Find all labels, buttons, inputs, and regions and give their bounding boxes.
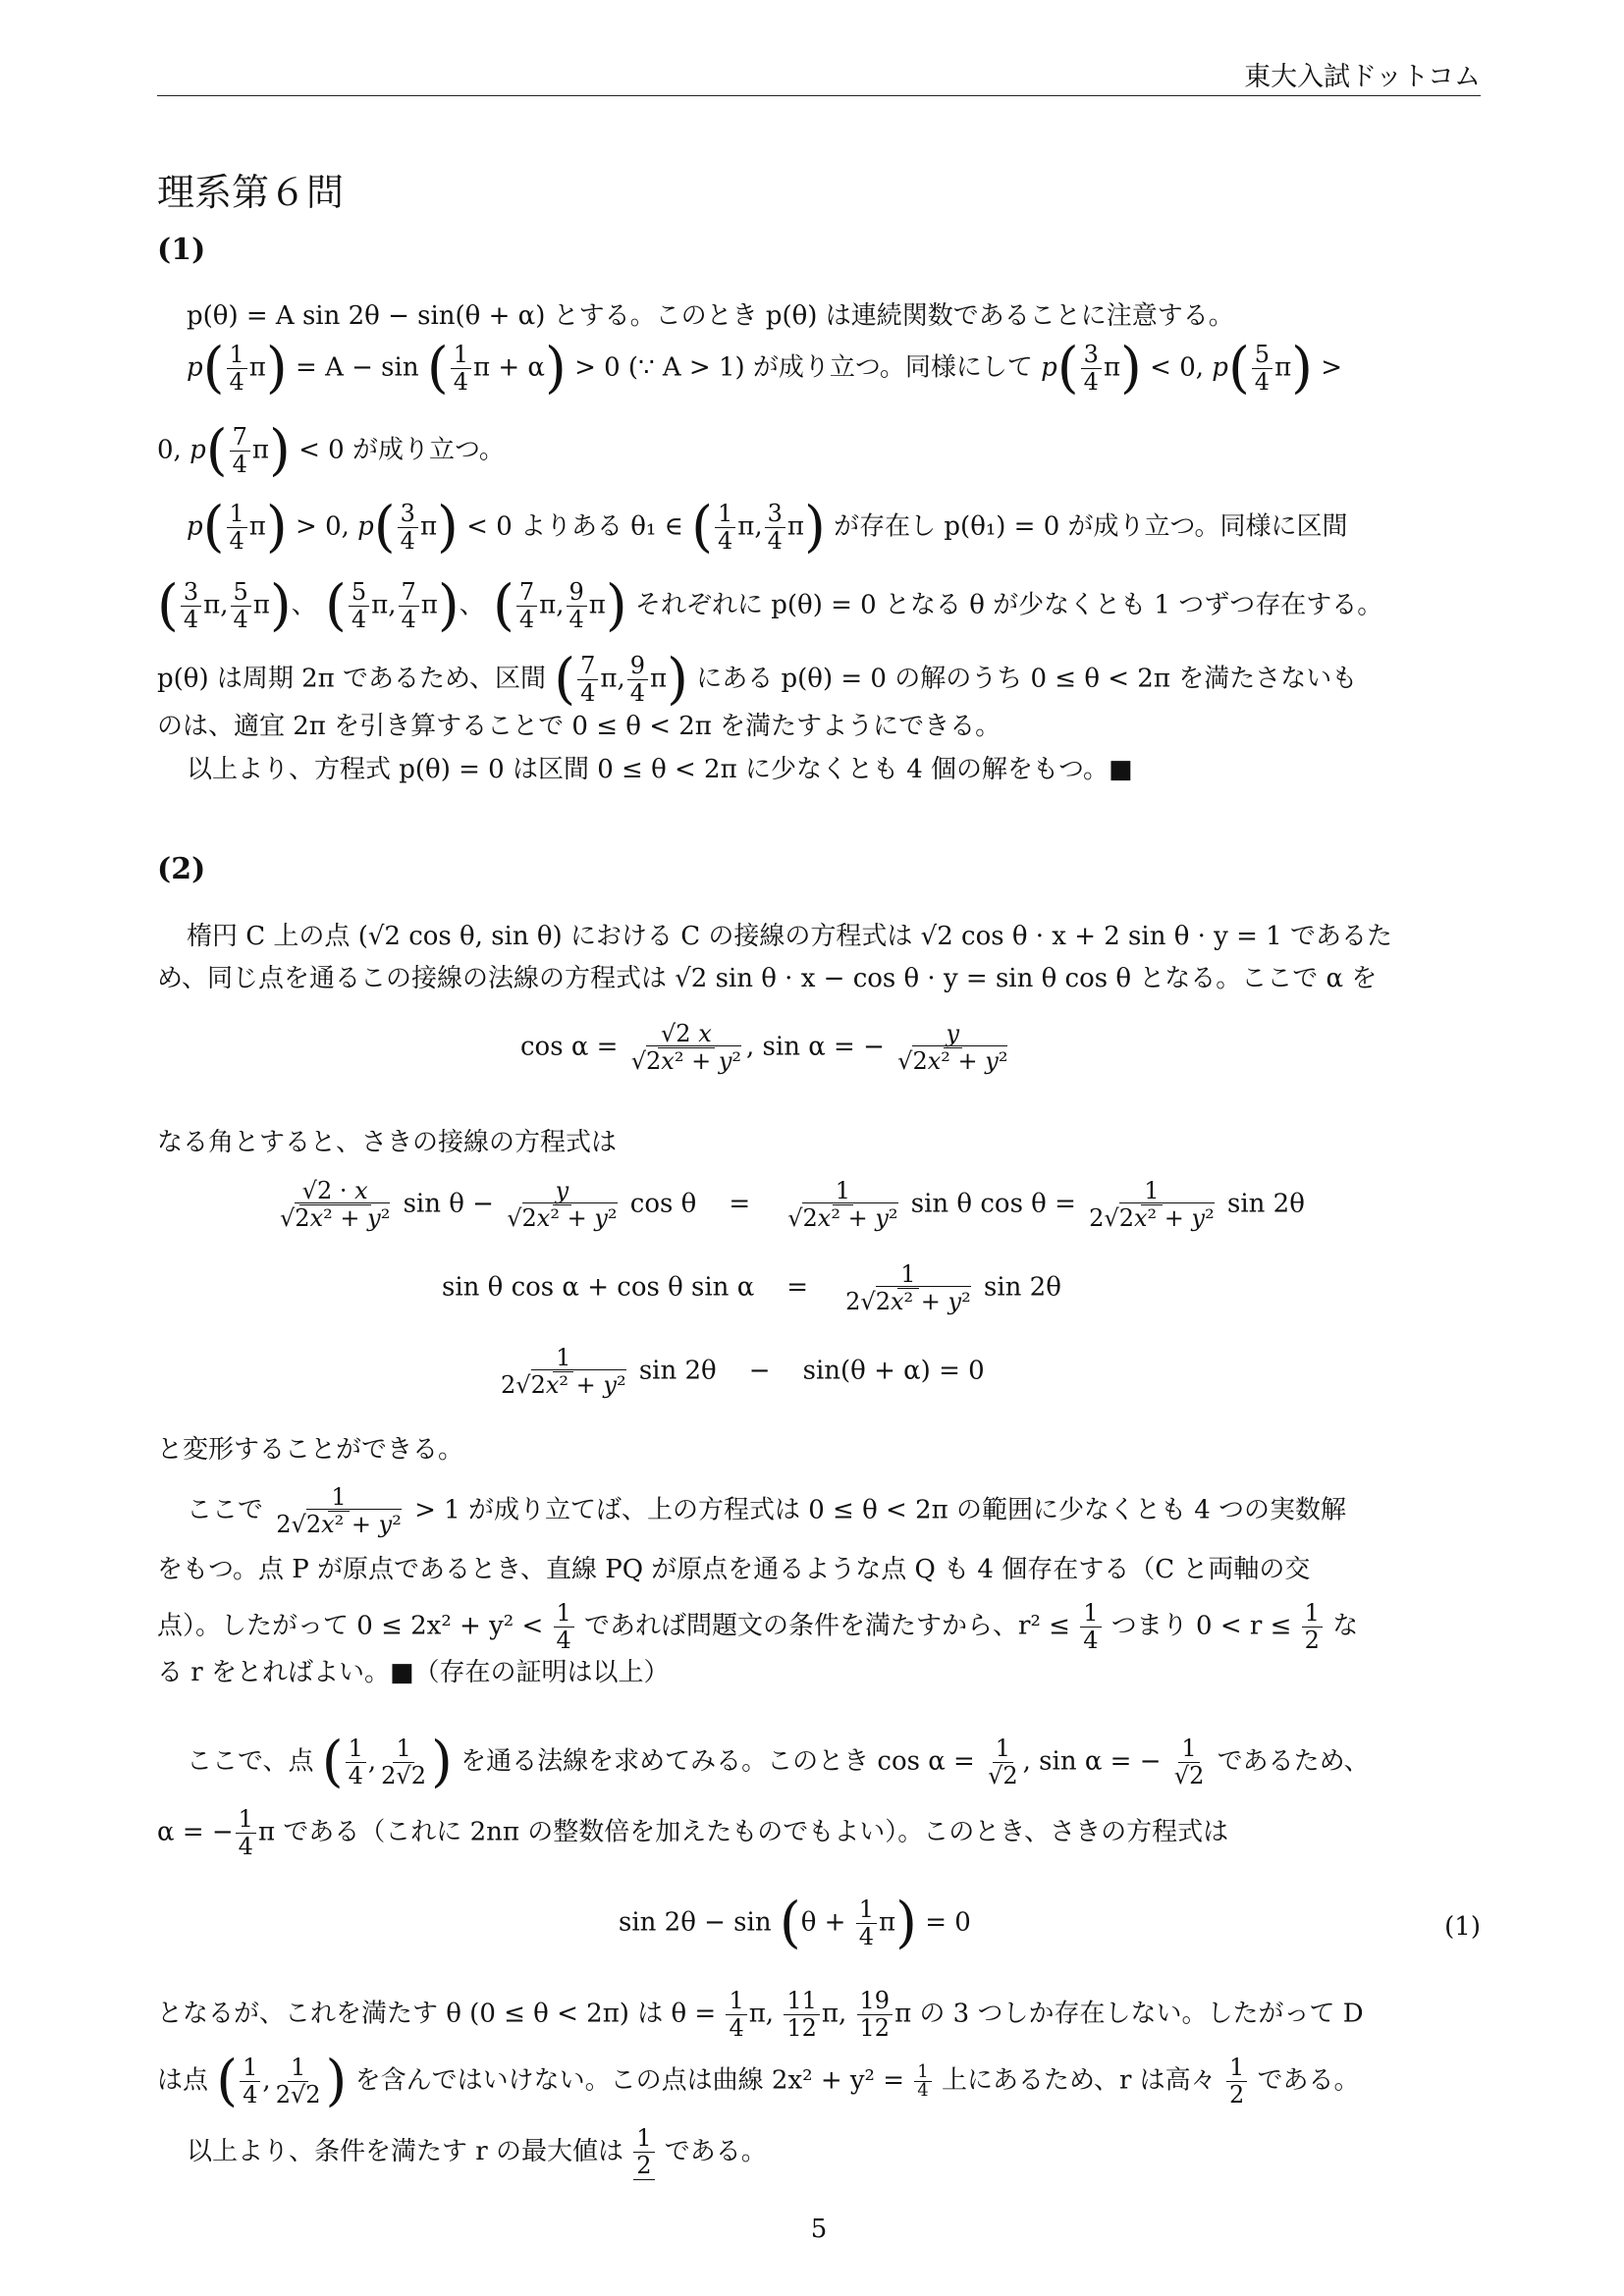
part2-p8a: ここで、点	[187, 1746, 314, 1777]
eq1-right: = 0	[925, 1907, 971, 1938]
transform-equation-3: $\frac{1}{\text{2√2x² + y²}}$ sin 2θ − sin(θ + α) = 0	[501, 1344, 985, 1399]
part2-line-9: ここで、点 ( $\frac{1}{4}$ , $\frac{1}{2√2}$ ) を通る法線を求めてみる。このとき cos α = $\frac{1}{√2}$ , sin α = − $\frac{1}{√2}$ であるため、	[187, 1730, 1370, 1794]
header-rule	[157, 95, 1481, 96]
part-1-label: (1)	[157, 233, 206, 267]
part1-l2d: >	[1321, 352, 1343, 383]
document-page	[157, 0, 1481, 2296]
part1-line-4: p( $\frac{1}{4}$ π) > 0, p( $\frac{3}{4}$ π) < 0 よりある θ₁ ∈ ( $\frac{1}{4}$ π, $\frac{3}{4}$ π) が存在し p(θ₁) = 0 が成り立つ。同様に区間	[187, 495, 1348, 560]
transform-equation-1: $\frac{√2 \cdot x}{\text{√2x² + y²}}$ sin θ − $\frac{y}{\text{√2x² + y²}}$ cos θ = $\frac{1}{\text{√2x² + y²}}$ sin θ cos θ = $\frac{1}{\text{2√2x² + y²}}$ sin 2θ	[280, 1177, 1305, 1232]
transform-equation-2: sin θ cos α + cos θ sin α = $\frac{1}{\text{2√2x² + y²}}$ sin 2θ	[442, 1260, 1061, 1315]
part2-p6d: な	[1332, 1611, 1359, 1641]
part1-l2c: < 0,	[1150, 352, 1205, 383]
part2-line-7: 点）。したがって 0 ≤ 2x² + y² < $\frac{1}{4}$ であれば問題文の条件を満たすから、r² ≤ $\frac{1}{4}$ つまり 0 < r ≤ $\frac{1}{2}$ な	[157, 1599, 1359, 1654]
part2-line-6: をもつ。点 P が原点であるとき、直線 PQ が原点を通るような点 Q も 4 個存在する（C と両軸の交	[157, 1555, 1311, 1584]
part2-p8b: を通る法線を求めてみる。このとき cos α =	[460, 1746, 975, 1777]
part2-p11a: は点	[157, 2065, 209, 2096]
part2-line-13	[157, 2125, 1481, 2180]
part2-p11c: 上にあるため、r は高々	[942, 2065, 1217, 2096]
part2-p4b: > 1 が成り立てば、上の方程式は 0 ≤ θ < 2π の範囲に少なくとも 4 つの実数解	[414, 1495, 1347, 1525]
part2-line-1: 楕円 C 上の点 (√2 cos θ, sin θ) における C の接線の方程式は √2 cos θ · x + 2 sin θ · y = 1 であるた	[187, 922, 1392, 951]
part1-l2a: = A − sin	[296, 352, 419, 383]
part1-l6b: にある p(θ) = 0 の解のうち 0 ≤ θ < 2π を満たさないも	[696, 664, 1358, 694]
page-title: 理系第６問	[157, 171, 345, 214]
eq1-left: sin 2θ − sin	[619, 1907, 772, 1938]
part1-line-6: p(θ) は周期 2π であるため、区間 ( $\frac{7}{4}$ π, $\frac{9}{4}$ π) にある p(θ) = 0 の解のうち 0 ≤ θ < 2π を満たさないも	[157, 647, 1358, 712]
part1-line-3: 0, p( $\frac{7}{4}$ π) < 0 が成り立つ。	[157, 418, 505, 483]
part2-line-8: る r をとればよい。■（存在の証明は以上）	[157, 1658, 670, 1687]
part1-l3b: < 0 が成り立つ。	[298, 435, 505, 465]
equation-number: (1)	[1444, 1912, 1481, 1942]
part2-p8c: , sin α = −	[1022, 1746, 1162, 1777]
part2-p12a: 以上より、条件を満たす r の最大値は	[187, 2137, 623, 2166]
part2-p6a: 点）。したがって 0 ≤ 2x² + y² <	[157, 1611, 544, 1641]
part2-line-4: と変形することができる。	[157, 1435, 464, 1465]
part2-line-3: なる角とすると、さきの接線の方程式は	[157, 1128, 618, 1157]
part2-p9a: α = −	[157, 1817, 234, 1847]
part1-line-2: p( $\frac{1}{4}$ π) = A − sin ( $\frac{1}{4}$ π + α) > 0 (∵ A > 1) が成り立つ。同様にして p( $\frac{3}{4}$ π) < 0, p( $\frac{5}{4}$ π) >	[187, 336, 1343, 400]
part1-line-1: p(θ) = A sin 2θ − sin(θ + α) とする。このとき p(θ) は連続関数であることに注意する。	[187, 301, 1234, 331]
part1-l4c: が存在し p(θ₁) = 0 が成り立つ。同様に区間	[834, 511, 1348, 542]
part2-line-12: は点 ( $\frac{1}{4}$ , $\frac{1}{2√2}$ ) を含んではいけない。この点は曲線 2x² + y² = $\frac{1}{4}$ 上にあるため、r は高々 $\frac{1}{2}$ である。	[157, 2049, 1360, 2113]
running-header: 東大入試ドットコム	[1244, 62, 1481, 92]
part1-l5: それぞれに p(θ) = 0 となる θ が少なくとも 1 つずつ存在する。	[635, 590, 1383, 620]
part1-line-8: 以上より、方程式 p(θ) = 0 は区間 0 ≤ θ < 2π に少なくとも 4 個の解をもつ。■	[187, 755, 1133, 784]
part2-p4a: ここで	[187, 1495, 264, 1525]
part2-p8d: であるため、	[1217, 1746, 1370, 1777]
part1-l4a: > 0,	[296, 511, 350, 542]
part2-p11d: である。	[1257, 2065, 1360, 2096]
part2-p12b: である。	[664, 2137, 767, 2166]
part2-p10b: の 3 つしか存在しない。したがって D	[919, 1999, 1364, 2029]
part2-line-5: ここで $\frac{1}{\text{2√2x² + y²}}$ > 1 が成り立てば、上の方程式は 0 ≤ θ < 2π の範囲に少なくとも 4 つの実数解	[187, 1483, 1347, 1538]
alpha-definition-equation: cos α = $\frac{√2 x}{\text{√2x² + y²}}$ , sin α = − $\frac{y}{\text{√2x² + y²}}$	[520, 1020, 1008, 1075]
part1-l2b: > 0 (∵ A > 1) が成り立つ。同様にして	[574, 352, 1033, 383]
part1-l4b: < 0 よりある θ₁ ∈	[466, 511, 683, 542]
equation-1: sin 2θ − sin (θ + $\frac{1}{4}$ π) = 0	[619, 1891, 971, 1955]
part2-line-10: α = − $\frac{1}{4}$ π である（これに 2nπ の整数倍を加えたものでもよい）。このとき、さきの方程式は	[157, 1805, 1229, 1860]
part2-p9b: π である（これに 2nπ の整数倍を加えたものでもよい）。このとき、さきの方程式は	[257, 1817, 1229, 1847]
answer-value: $\frac{1}{2}$	[633, 2125, 654, 2180]
part2-p10a: となるが、これを満たす θ (0 ≤ θ < 2π) は θ =	[157, 1999, 717, 2029]
part2-p11b: を含んではいけない。この点は曲線 2x² + y² =	[354, 2065, 905, 2096]
part2-line-11: となるが、これを満たす θ (0 ≤ θ < 2π) は θ = $\frac{1}{4}$ π, $\frac{11}{12}$ π, $\frac{19}{12}$ π の 3 つしか存在しない。したがって D	[157, 1987, 1364, 2042]
part1-line-7: のは、適宜 2π を引き算することで 0 ≤ θ < 2π を満たすようにできる。	[157, 712, 1001, 741]
page-number: 5	[810, 2215, 828, 2244]
part2-p6b: であれば問題文の条件を満たすから、r² ≤	[584, 1611, 1070, 1641]
part1-l3a: 0,	[157, 435, 182, 465]
part2-p6c: つまり 0 < r ≤	[1110, 1611, 1292, 1641]
part1-line-5: ( $\frac{3}{4}$ π, $\frac{5}{4}$ π)、 ( $\frac{5}{4}$ π, $\frac{7}{4}$ π)、 ( $\frac{7}{4}$ π, $\frac{9}{4}$ π) それぞれに p(θ) = 0 となる θ が少なくとも 1 つずつ存在する。	[157, 573, 1383, 638]
part2-line-2: め、同じ点を通るこの接線の法線の方程式は √2 sin θ · x − cos θ · y = sin θ cos θ となる。ここで α を	[157, 964, 1378, 993]
part-2-label: (2)	[157, 852, 206, 886]
part1-l6a: p(θ) は周期 2π であるため、区間	[157, 664, 546, 694]
